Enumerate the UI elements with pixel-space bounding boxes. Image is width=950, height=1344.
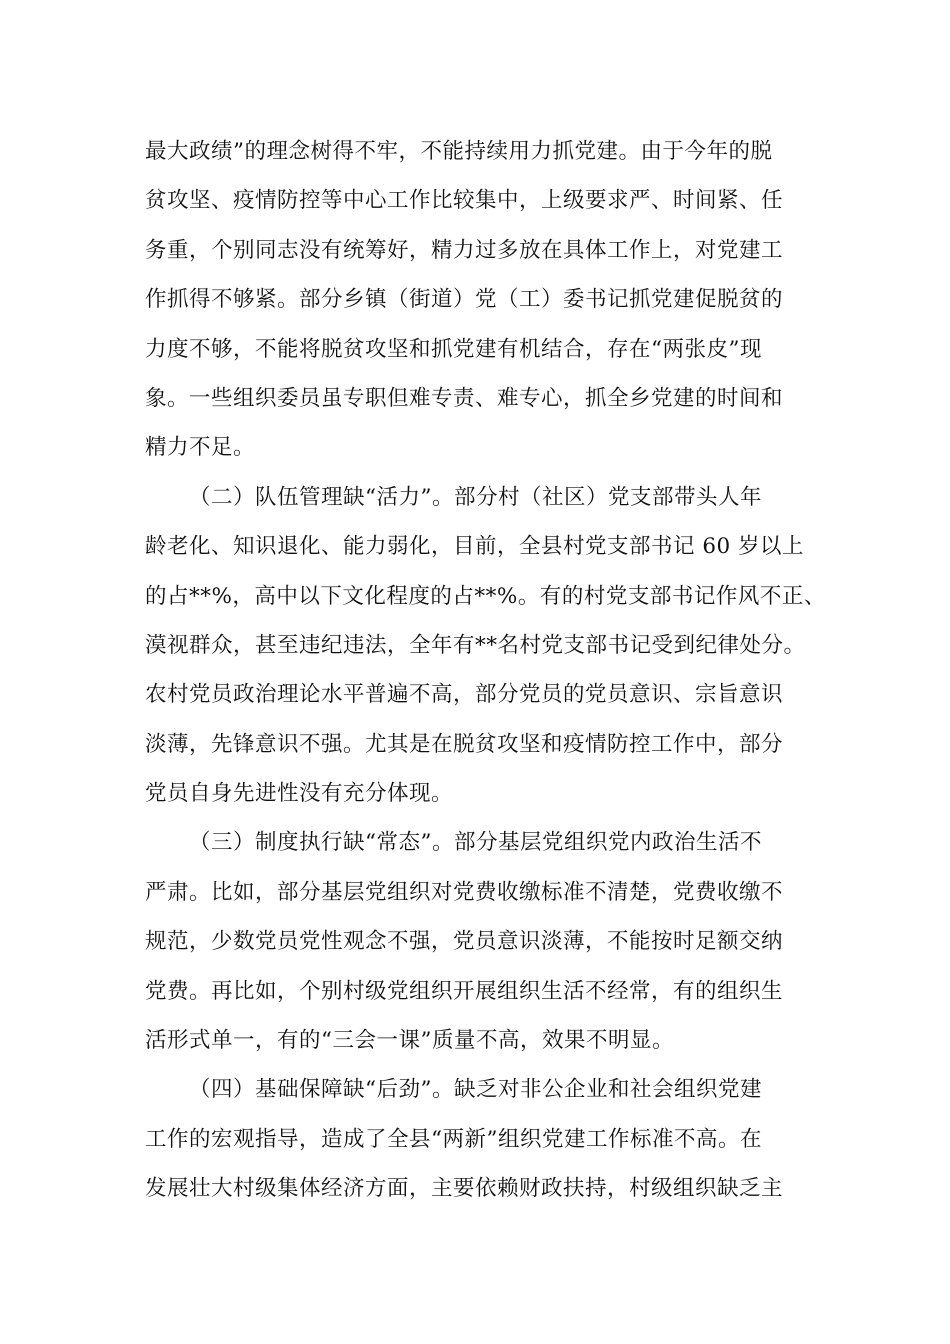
paragraph-3-line-5: 活形式单一，有的“三会一课”质量不高，效果不明显。 — [145, 1028, 674, 1054]
paragraph-3-line-1: （三）制度执行缺“常态”。部分基层党组织党内政治生活不 — [189, 830, 762, 856]
paragraph-4-line-1: （四）基础保障缺“后劲”。缺乏对非公企业和社会组织党建 — [189, 1077, 762, 1103]
paragraph-1-line-3: 务重，个别同志没有统筹好，精力过多放在具体工作上，对党建工 — [145, 237, 784, 263]
paragraph-4-line-3: 发展壮大村级集体经济方面，主要依赖财政扶持，村级组织缺乏主 — [145, 1176, 784, 1202]
paragraph-1-line-1: 最大政绩”的理念树得不牢，不能持续用力抓党建。由于今年的脱 — [145, 139, 773, 164]
paragraph-1-line-4: 作抓得不够紧。部分乡镇（街道）党（工）委书记抓党建促脱贫的 — [145, 287, 784, 313]
paragraph-4-line-2: 工作的宏观指导，造成了全县“两新”组织党建工作标准不高。在 — [145, 1126, 762, 1152]
paragraph-1-line-5: 力度不够，不能将脱贫攻坚和抓党建有机结合，存在“两张皮”现 — [145, 336, 762, 362]
paragraph-2-line-2: 龄老化、知识退化、能力弱化，目前，全县村党支部书记 60 岁以上 — [145, 534, 805, 560]
paragraph-1-line-7: 精力不足。 — [145, 435, 256, 461]
paragraph-1-line-6: 象。一些组织委员虽专职但难专责、难专心，抓全乡党建的时间和 — [145, 385, 784, 411]
paragraph-2-line-1: （二）队伍管理缺“活力”。部分村（社区）党支部带头人年 — [189, 484, 762, 510]
paragraph-3-line-3: 规范，少数党员党性观念不强，党员意识淡薄，不能按时足额交纳 — [145, 929, 784, 955]
paragraph-2-line-3: 的占**%，高中以下文化程度的占**%。有的村党支部书记作风不正、 — [145, 583, 826, 609]
document-body — [145, 127, 826, 1214]
paragraph-1-line-2: 贫攻坚、疫情防控等中心工作比较集中，上级要求严、时间紧、任 — [145, 188, 784, 214]
paragraph-3-line-4: 党费。再比如，个别村级党组织开展组织生活不经常，有的组织生 — [145, 978, 784, 1004]
paragraph-2-line-4: 漠视群众，甚至违纪违法，全年有**名村党支部书记受到纪律处分。 — [145, 632, 806, 658]
paragraph-2-line-5: 农村党员政治理论水平普遍不高，部分党员的党员意识、宗旨意识 — [145, 682, 784, 708]
paragraph-2-line-6: 淡薄，先锋意识不强。尤其是在脱贫攻坚和疫情防控工作中，部分 — [145, 731, 784, 757]
paragraph-2-line-7: 党员自身先进性没有充分体现。 — [145, 781, 454, 807]
paragraph-3-line-2: 严肃。比如，部分基层党组织对党费收缴标准不清楚，党费收缴不 — [145, 879, 784, 905]
